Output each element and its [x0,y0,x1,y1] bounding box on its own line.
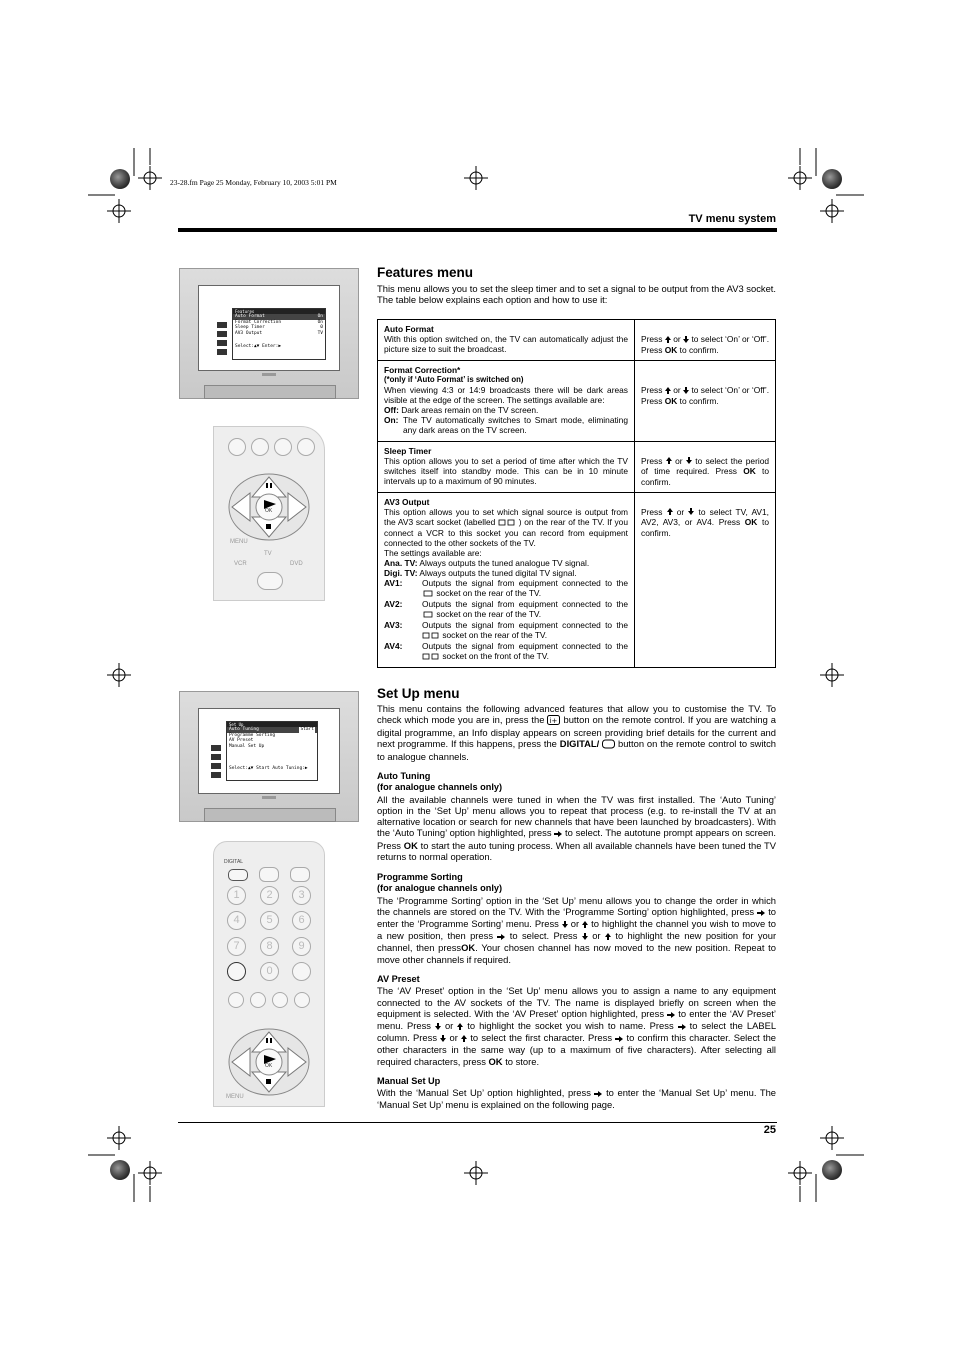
down-arrow-icon [440,1033,446,1044]
svg-text:i+: i+ [549,716,558,725]
file-info: 23-28.fm Page 25 Monday, February 10, 2003 5:01 PM [170,178,337,187]
header-rule [178,228,777,232]
page-number: 25 [763,1124,776,1136]
tv-stand [204,385,336,399]
osd-menu-icons [211,745,221,778]
right-arrow-icon [594,1088,602,1099]
up-arrow-icon [582,919,588,930]
remote-round-button [251,438,269,456]
auto-format-heading: Auto Format [384,324,434,334]
up-arrow-icon [666,456,672,466]
av3-socket-icon [422,631,440,641]
programme-sorting-heading: Programme Sorting [377,872,463,882]
remote-dpad [222,467,318,547]
remote-round-button [228,992,244,1008]
remote-round-button [297,438,315,456]
programme-sorting-text: The ‘Programme Sorting’ option in the ‘Set Up’ menu allows you to change the order in which the channels are stored on the TV. With the ‘Programme Sorting’ option highlighted, press to enter the ‘Programme Sorting’ menu. Press or to highlight the channel you wish to move to a new position, then press to select. Press or to highlight the new position for your channel, then pressOK. Your chosen channel has now moved to the new position. Repeat to move other channels if required. [377,894,777,965]
down-arrow-icon [683,335,689,345]
auto-tuning-heading: Auto Tuning [377,771,431,781]
av1-socket-icon [422,589,434,599]
manual-setup-heading: Manual Set Up [377,1076,441,1086]
down-arrow-icon [435,1021,441,1032]
setup-intro: This menu contains the following advanced features that allow you to customise the TV. To check which mode you are in, press the i+ button on the remote control. If you are watching a digital programme, an Info display appears on screen providing brief details for the current and next programme. If this happens, press the DIGITAL/ button on the remote control to switch to analogue channels. [377,703,777,762]
tv-button-icon [602,739,615,751]
av3-settings-intro: The settings available are: [384,547,482,558]
features-title: Features menu [377,265,474,280]
remote-menu-label: MENU [230,539,248,545]
right-arrow-icon [757,907,765,918]
remote-swap-button [292,962,311,981]
osd-menu-icons [217,322,227,355]
up-arrow-icon [605,931,611,942]
osd-item-sleep-timer: Sleep Timer 0 [235,325,323,330]
features-intro: This menu allows you to set the sleep timer and to set a signal to be output from the AV3 socket. The table below explains each option and how to use it: [377,283,776,306]
features-osd [232,308,326,360]
remote-menu-label: MENU [226,1094,244,1100]
auto-tuning-sub: (for analogue channels only) [377,782,503,793]
osd-footer: Select:▲▼ Start Auto Tuning:▶ [229,766,308,771]
remote-digit-8: 8 [260,937,279,956]
remote-round-button [272,992,288,1008]
tv-setup-screenshot [179,691,359,822]
format-correction-note: (*only if ‘Auto Format’ is switched on) [384,375,524,385]
remote-digital-button [228,869,248,881]
remote-digit-9: 9 [292,937,311,956]
av3-opt-av4: AV4: Outputs the signal from equipment connected to the socket on the front of the TV. [384,640,628,661]
remote-digit-6: 6 [292,911,311,930]
osd-title: Set Up [227,722,317,727]
remote-round-button [228,438,246,456]
av3-opt-av2: AV2: Outputs the signal from equipment connected to the socket on the rear of the TV. [384,599,628,620]
remote-tv-label: TV [264,551,272,557]
up-arrow-icon [667,507,673,517]
setup-title: Set Up menu [377,686,460,701]
av2-socket-icon [422,610,434,620]
down-arrow-icon [686,456,692,466]
remote-digit-5: 5 [260,911,279,930]
av3-opt-av3: AV3: Outputs the signal from equipment connected to the socket on the rear of the TV. [384,619,628,641]
up-arrow-icon [461,1033,467,1044]
up-arrow-icon [665,335,671,345]
tv-screen [198,708,340,794]
info-button-icon [547,715,560,727]
av3-digi-tv: Digi. TV: Always outputs the tuned digital TV signal. [384,567,577,578]
up-arrow-icon [665,386,671,396]
av-preset-heading: AV Preset [377,974,420,984]
osd-item-programme-sorting: Programme Sorting [229,732,276,738]
osd-title: Features [233,309,325,314]
osd-item-av3-output: AV3 Output TV [235,330,323,336]
right-arrow-icon [497,931,505,942]
av4-socket-icon [422,652,440,662]
remote-digit-2: 2 [260,886,279,905]
osd-item-format-correction: Format Correction On [235,319,323,325]
av-preset-text: The ‘AV Preset’ option in the ‘Set Up’ menu allows you to assign a name to any equipment connected to the AV sockets of the TV. The name is displayed briefly on screen when the equipment is selected. With the ‘AV Preset’ option highlighted, press to enter the ‘AV Preset’ menu. Press or to highlight the socket you wish to name. Press to select the LABEL column. Press or to select the first character. Press to confirm this character. Select the other characters in the same way (up to a maximum of five characters). After selecting all required characters, press OK to store. [377,985,777,1067]
av-preset-section [377,974,776,1067]
remote-control-navigation [213,426,325,601]
remote-info-button [227,962,246,981]
remote-round-button [294,992,310,1008]
remote-digit-0: 0 [260,962,279,981]
features-table [377,319,776,668]
down-arrow-icon [562,919,568,930]
osd-footer: Select:▲▼ Enter:▶ [235,344,282,349]
sleep-timer-desc: This option allows you to set a period of time after which the TV switches itself into standby mode. This can be in 10 minute intervals up to a maximum of 90 minutes. [384,455,628,486]
programme-sorting-sub: (for analogue channels only) [377,883,503,894]
format-correction-instructions: Press or to select ‘On’ or ‘Off’. Press OK to confirm. [635,360,776,441]
auto-tuning-section [377,771,776,862]
right-arrow-icon [667,1009,675,1020]
scart-socket-icon [498,518,516,528]
osd-item-auto-format: Auto Format On [235,314,323,319]
down-arrow-icon [688,507,694,517]
programme-sorting-section [377,872,776,965]
sleep-timer-heading: Sleep Timer [384,445,432,456]
manual-setup-text: With the ‘Manual Set Up’ option highlighted, press to enter the ‘Manual Set Up’ menu. The ‘Manual Set Up’ menu is explained on the following page. [377,1087,777,1111]
remote-teletext-button [259,867,279,882]
format-correction-heading: Format Correction* [384,364,461,375]
format-correction-off: Off: Dark areas remain on the TV screen. [384,405,539,416]
down-arrow-icon [683,386,689,396]
av3-ana-tv: Ana. TV: Always outputs the tuned analogue TV signal. [384,557,590,568]
remote-digit-4: 4 [227,911,246,930]
osd-item-manual-setup: Manual Set Up [229,743,265,749]
remote-digit-1: 1 [227,886,246,905]
av3-opt-av1: AV1: Outputs the signal from equipment connected to the socket on the rear of the TV. [384,578,628,599]
table-row-av3-output [378,492,776,667]
remote-vcr-label: VCR [234,561,247,567]
remote-digit-7: 7 [227,937,246,956]
tv-brand-badge [262,796,276,799]
auto-format-desc: With this option switched on, the TV can automatically adjust the picture size to suit the broadcast. [384,334,628,355]
table-row-format-correction [378,360,776,441]
osd-item-av-preset: AV Preset [229,738,254,743]
up-arrow-icon [457,1021,463,1032]
sleep-timer-instructions: Press or to select the period of time required. Press OK to confirm. [635,441,776,492]
remote-dvd-label: DVD [290,561,303,567]
manual-setup-section [377,1076,776,1111]
table-row-auto-format [378,320,776,361]
remote-digit-3: 3 [292,886,311,905]
tv-brand-badge [262,373,276,376]
remote-av-button [290,867,310,882]
right-arrow-icon [554,828,562,839]
remote-dpad [222,1022,318,1102]
remote-ok-label: OK [265,1063,273,1069]
footer-rule [178,1122,777,1123]
tv-features-screenshot [179,268,359,399]
tv-screen [198,285,340,371]
remote-digital-label: DIGITAL [224,859,244,865]
av3-output-instructions: Press or to select TV, AV1, AV2, AV3, or AV4. Press OK to confirm. [635,492,776,667]
auto-tuning-text: All the available channels were tuned in when the TV was first installed. The ‘Auto Tuning’ option in the ‘Set Up’ menu allows you to repeat that process (e.g. to re-install the TV at an alternative location or search for new channels that have been launched by broadcasters). With the ‘Auto Tuning’ option highlighted, press to select. The autotune prompt appears on screen. Press OK to start the auto tuning process. When all available channels have been tuned the TV returns to normal operation. [377,793,777,862]
auto-format-instructions: Press or to select ‘On’ or ‘Off’. Press OK to confirm. [635,320,776,361]
setup-osd [226,721,318,781]
remote-round-button [250,992,266,1008]
format-correction-on: On: The TV automatically switches to Smart mode, eliminating any dark areas on the TV screen. [384,415,628,436]
section-title: TV menu system [688,213,776,225]
remote-mode-button [257,572,283,590]
right-arrow-icon [615,1033,623,1044]
av3-output-desc: This option allows you to set which signal source is output from the AV3 scart socket (labelled ) on the rear of the TV. If you connect a VCR to this socket you can record from equipment connected to the other sockets of the TV. [384,506,628,548]
remote-control-keypad [213,841,325,1107]
tv-stand [204,808,336,822]
remote-ok-label: OK [265,508,273,514]
right-arrow-icon [678,1021,686,1032]
remote-round-button [274,438,292,456]
table-row-sleep-timer [378,441,776,492]
osd-item-auto-tuning: Auto Tuning Start [227,727,317,733]
down-arrow-icon [582,931,588,942]
av3-output-heading: AV3 Output [384,496,430,507]
format-correction-desc: When viewing 4:3 or 14:9 broadcasts there will be dark areas visible at the edge of the screen. The settings available are: [384,385,628,406]
